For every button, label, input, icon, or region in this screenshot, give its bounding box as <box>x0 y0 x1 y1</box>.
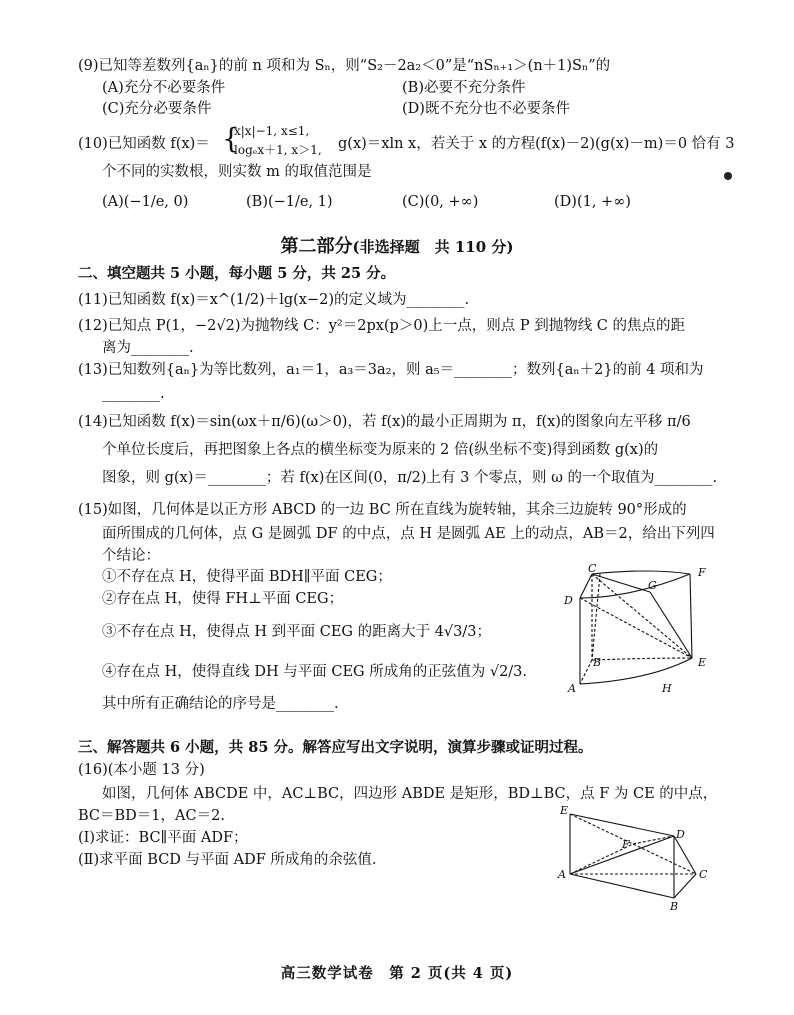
q9-option-c: (C)充分必要条件 <box>102 101 212 117</box>
q9-option-d: (D)既不充分也不必要条件 <box>402 101 570 117</box>
section2-heading: 二、填空题共 5 小题，每小题 5 分，共 25 分。 <box>78 265 396 282</box>
q9-option-a: (A)充分不必要条件 <box>102 80 226 96</box>
q12-line1: (12)已知点 P(1，−2√2)为抛物线 C：y²＝2px(p＞0)上一点，则点 P 到抛物线 C 的焦点的距 <box>78 318 686 334</box>
fig1-line-ge <box>650 592 692 658</box>
q16-part2: (Ⅱ)求平面 BCD 与平面 ADF 所成角的余弦值. <box>78 852 377 868</box>
fig1-bottom-arc-be <box>592 658 692 660</box>
q13-line2: ________. <box>102 386 165 402</box>
q10-brace: { <box>222 122 240 155</box>
q15-line2: 面所围成的几何体，点 G 是圆弧 DF 的中点，点 H 是圆弧 AE 上的动点，AB＝2，给出下列四 <box>102 526 715 542</box>
fig2-edge-bc <box>674 874 696 898</box>
q11: (11)已知函数 f(x)＝x^(1/2)＋lg(x−2)的定义域为________. <box>78 292 470 308</box>
fig2-label-c: C <box>699 868 708 881</box>
section3-heading: 三、解答题共 6 小题，共 85 分。解答应写出文字说明，演算步骤或证明过程。 <box>78 739 593 756</box>
q15-figure <box>560 562 720 700</box>
q10-option-c: (C)(0, +∞) <box>402 194 479 210</box>
fig1-label-h: H <box>662 682 672 695</box>
q10-option-a: (A)(−1/e, 0) <box>102 194 189 210</box>
fig1-edge-ba <box>580 660 592 684</box>
q10-piece-1: x|x|−1, x≤1, <box>234 124 310 138</box>
q10-piece-2: logₑx＋1, x＞1, <box>234 143 322 157</box>
q14-line2: 个单位长度后，再把图象上各点的横坐标变为原来的 2 倍(纵坐标不变)得到函数 g(x)的 <box>102 442 659 458</box>
q14-line3: 图象，则 g(x)＝________；若 f(x)在区间(0，π/2)上有 3 个零点，则 ω 的一个取值为________. <box>102 470 718 486</box>
fig1-label-e: E <box>698 656 707 669</box>
fig2-label-e: E <box>560 804 569 817</box>
fig2-label-f: F <box>622 838 630 851</box>
fig1-edge-fe <box>690 574 692 658</box>
fig1-top-arc-cf <box>592 571 690 574</box>
fig1-line-cg <box>592 574 650 592</box>
q9-option-b: (B)必要不充分条件 <box>402 80 526 96</box>
fig1-label-b: B <box>593 656 602 669</box>
ink-dot <box>724 172 732 180</box>
q15-conclusion-4: ④存在点 H，使得直线 DH 与平面 CEG 所成角的正弦值为 √2/3. <box>102 664 528 680</box>
q16-figure <box>556 800 716 912</box>
fig1-label-f: F <box>698 566 706 579</box>
q15-conclusion-1: ①不存在点 H，使得平面 BDH∥平面 CEG； <box>102 569 392 585</box>
fig1-label-a: A <box>568 682 576 695</box>
fig1-line-inner <box>592 574 600 660</box>
fig1-line-ce <box>592 574 692 658</box>
q10-stem-prefix: (10)已知函数 f(x)＝ <box>78 136 210 152</box>
q10-stem-suffix: g(x)＝xln x，若关于 x 的方程(f(x)－2)(g(x)－m)＝0 恰有 3 <box>338 136 735 152</box>
part2-subtitle: (非选择题 共 110 分) <box>352 238 514 256</box>
q15-conclusion-2: ②存在点 H，使得 FH⊥平面 CEG； <box>102 591 344 607</box>
fig2-label-d: D <box>676 828 685 841</box>
part2-title-main: 第二部分 <box>280 236 353 257</box>
q16-line1: 如图，几何体 ABCDE 中，AC⊥BC，四边形 ABDE 是矩形，BD⊥BC，点 F 为 CE 的中点， <box>102 786 718 802</box>
q12-line2: 离为________. <box>102 340 194 356</box>
q13-line1: (13)已知数列{aₙ}为等比数列，a₁＝1，a₃＝3a₂，则 a₅＝________；数列{aₙ＋2}的前 4 项和为 <box>78 362 704 378</box>
q15-line1: (15)如图，几何体是以正方形 ABCD 的一边 BC 所在直线为旋转轴，其余三边旋转 90°形成的 <box>78 502 687 518</box>
fig1-label-c: C <box>588 562 597 575</box>
q14-line1: (14)已知函数 f(x)＝sin(ωx＋π/6)(ω＞0)，若 f(x)的最小正周期为 π，f(x)的图象向左平移 π/6 <box>78 414 691 430</box>
fig2-line-fd <box>633 836 674 844</box>
page-footer: 高三数学试卷 第 2 页(共 4 页) <box>280 965 514 982</box>
q16-title: (16)(本小题 13 分) <box>78 762 205 778</box>
q15-ask: 其中所有正确结论的序号是________. <box>102 696 339 712</box>
fig2-label-b: B <box>670 900 679 912</box>
fig1-edge-cd <box>580 574 592 598</box>
fig2-edge-de <box>570 814 674 836</box>
fig1-label-d: D <box>564 594 573 607</box>
q10-stem-line2: 个不同的实数根，则实数 m 的取值范围是 <box>102 164 372 180</box>
fig1-line-de <box>580 598 692 658</box>
q10-option-d: (D)(1, +∞) <box>554 194 631 210</box>
part2-title <box>0 232 794 258</box>
q16-part1: (Ⅰ)求证：BC∥平面 ADF； <box>78 830 248 846</box>
q9-stem: (9)已知等差数列{aₙ}的前 n 项和为 Sₙ，则“S₂－2a₂＜0”是“nSₙ₊₁＞(n＋1)Sₙ”的 <box>78 58 611 74</box>
q15-conclusion-3: ③不存在点 H，使得点 H 到平面 CEG 的距离大于 4√3/3； <box>102 624 492 640</box>
fig1-label-g: G <box>648 579 657 592</box>
fig2-edge-ab <box>570 874 674 898</box>
q16-line2: BC＝BD＝1，AC＝2. <box>78 808 225 824</box>
q15-line3: 个结论： <box>102 548 160 564</box>
fig2-label-a: A <box>558 868 566 881</box>
q10-option-b: (B)(−1/e, 1) <box>246 194 333 210</box>
